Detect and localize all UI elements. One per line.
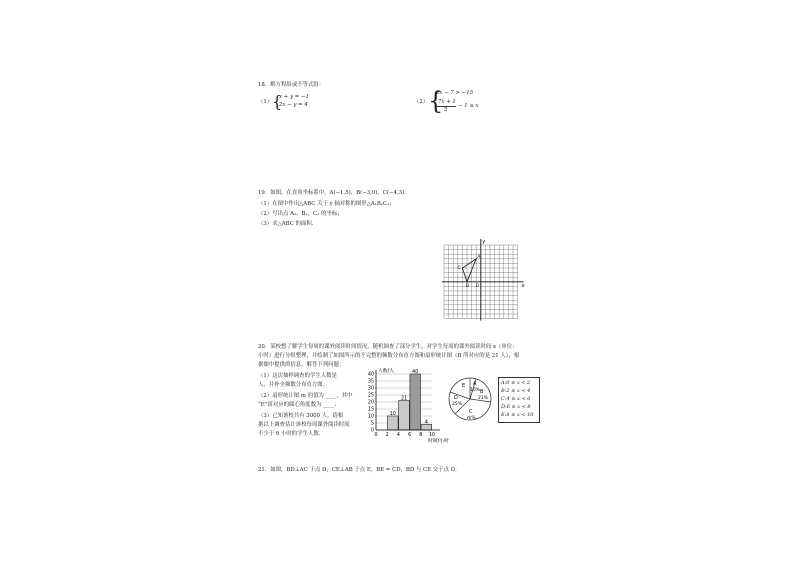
q18-title: 18．解方程组或不等式组： [258, 82, 325, 88]
q20-q1-line2: 人，并补全频数分布直方图； [258, 382, 329, 388]
triangle-ABC [462, 259, 476, 282]
hist-bar [399, 401, 410, 430]
q20-q3-line2: 据以上调查估计该校每周课外阅读时间 [258, 422, 350, 428]
point-A-label: A [477, 254, 481, 260]
q20-intro-line2: 小时）进行分组整理，并绘制了如图所示的不完整的频数分布直方图和扇形统计图（B 所对应的是 21 人），根 [258, 353, 520, 359]
hist-xtick-label: 8 [419, 433, 423, 438]
hist-ytick-label: 35 [367, 379, 374, 385]
hist-xtick-label: 10 [428, 433, 436, 438]
pie-chart [446, 375, 494, 423]
hist-bar [410, 374, 421, 430]
hist-y-axis-title: 人数/人 [378, 369, 395, 374]
hist-x-axis-title: 时间/小时 [428, 439, 449, 444]
hist-ytick-label: 15 [367, 407, 374, 413]
hist-bar-label: 4 [424, 420, 428, 426]
hist-ytick-label: 10 [367, 414, 374, 420]
hist-ytick-label: 20 [367, 400, 374, 406]
q18-part1-eq2: 2x − y = 4 [279, 102, 308, 108]
legend-item-D: D:6 ≤ x < 8 [501, 404, 531, 410]
hist-bar-label: 40 [412, 370, 419, 375]
pie-label-D: D [454, 395, 458, 401]
hist-ytick-label: 40 [367, 372, 374, 378]
q19-line3: （3）求△ABC 的面积． [258, 221, 318, 227]
legend-item-A: A:0 ≤ x < 2 [501, 380, 531, 386]
q20-q3-line3: 不少于 6 小时的学生人数． [258, 431, 325, 437]
pie-pct-A: 10% [470, 388, 481, 393]
point-C-label: C [457, 266, 461, 271]
q18-part1-eq1: x + y = −1 [279, 94, 309, 100]
q20-q1-line1: （1）这次抽样调查的学生人数是 [258, 373, 337, 379]
y-axis-label: y [482, 239, 486, 245]
hist-xtick-label: 0 [374, 433, 378, 438]
q20-intro-line1: 20．某校想了解学生每周的课外阅读时间情况，随机调查了部分学生，对学生每周的课外阅读时间 x（单位： [258, 344, 518, 350]
pie-label-C: C [469, 409, 473, 415]
hist-ytick-label: 25 [367, 393, 374, 399]
pie-legend-box [498, 377, 540, 423]
q21-text: 21．如图，BD⊥AC 于点 D，CE⊥AB 于点 E，BE = CD，BD 与 CE 交于点 O． [258, 467, 461, 473]
q20-q3-line1: （3）已知该校共有 3000 人，请根 [258, 413, 344, 419]
hist-bar-label: 10 [389, 412, 396, 417]
q18-part2-ineq1: 2x − 7 > −15 [436, 90, 474, 96]
legend-item-B: B:2 ≤ x < 4 [501, 388, 531, 394]
pie-label-A: A [473, 381, 477, 387]
q18-part2-brace: { [428, 87, 444, 115]
q18-part2-ineq2-rest: − 1 ≤ x [458, 103, 479, 109]
hist-xtick-label: 6 [408, 433, 412, 438]
histogram-chart [364, 366, 449, 444]
q18-part1-label: （1） [258, 99, 273, 105]
hist-xtick-label: 4 [396, 433, 400, 438]
q18-part2-frac-num: 7x + 1 [438, 99, 456, 105]
origin-label: O [475, 282, 479, 288]
hist-xtick-label: 2 [385, 433, 389, 438]
pie-pct-D: 25% [452, 402, 463, 407]
q18-part2-frac-den: 5 [444, 107, 448, 113]
legend-item-C: C:4 ≤ x < 6 [501, 396, 531, 402]
pie-label-E: E [462, 383, 466, 389]
point-B-label: B [466, 283, 470, 289]
hist-ytick-label: 0 [370, 428, 374, 434]
legend-item-E: E:8 ≤ x < 10 [501, 412, 534, 418]
hist-ytick-label: 30 [367, 386, 374, 392]
q20-intro-line3: 据图中提供的信息，解答下列问题： [258, 362, 345, 368]
hist-ytick-label: 5 [370, 421, 374, 427]
q19-line2: （2）写出点 A₁，B₁，C₁ 的坐标； [258, 211, 343, 217]
coordinate-grid [440, 239, 530, 325]
hist-bar-label: 21 [400, 396, 408, 402]
q20-q2-line1: （2）扇形统计图 m 的值为 ____，其中 [258, 393, 353, 399]
pie-label-B: B [480, 389, 484, 395]
q20-q2-line2: “E”组对应的圆心角度数为 ____； [258, 402, 340, 408]
q19-title: 19．如图，在直角坐标系中，A(−1,5)，B(−3,0)，C(−4,3)． [258, 190, 410, 196]
q18-part2-label: （2） [414, 99, 429, 105]
pie-pct-C: m% [467, 416, 476, 421]
pie-pct-B: 21% [478, 396, 489, 401]
hist-bar [388, 416, 399, 430]
q18-part1-brace: { [272, 92, 283, 111]
x-axis-label: x [521, 282, 525, 289]
q19-line1: （1）在图中作出△ABC 关于 y 轴对称的图形△A₁B₁C₁； [258, 201, 395, 207]
